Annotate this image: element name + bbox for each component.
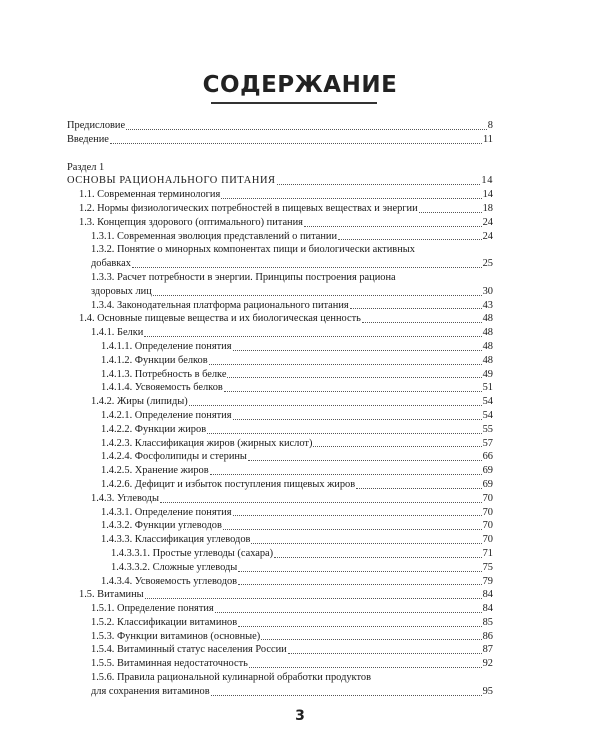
toc-leader-dots — [313, 446, 481, 447]
toc-entry-page: 70 — [482, 506, 493, 518]
toc-entry-label: 1.4.3.2. Функции углеводов — [101, 520, 222, 532]
toc-entry-label: 1.4.1.2. Функции белков — [101, 354, 208, 366]
toc-entries — [67, 188, 493, 698]
toc-leader-dots — [356, 488, 481, 489]
toc-leader-dots — [233, 515, 482, 516]
toc-entry[interactable] — [67, 354, 493, 368]
toc-entry[interactable] — [67, 423, 493, 437]
toc-entry-label: 1.4.1.1. Определение понятия — [101, 340, 232, 352]
toc-leader-dots — [251, 543, 481, 544]
toc-leader-dots — [210, 474, 482, 475]
toc-leader-dots — [288, 653, 482, 654]
toc-leader-dots — [419, 212, 482, 213]
toc-entry-label: 1.4.2.5. Хранение жиров — [101, 465, 209, 477]
toc-leader-dots — [110, 143, 482, 144]
toc-entry-label: для сохранения витаминов — [91, 685, 210, 697]
toc-entry-label: 1.4.2.6. Дефицит и избыток поступления пищевых жиров — [101, 478, 356, 490]
toc-entry[interactable] — [67, 202, 493, 216]
toc-entry-label: 1.5.1. Определение понятия — [91, 603, 214, 615]
toc-entry[interactable] — [67, 409, 493, 423]
toc-entry-label: 1.4.1.4. Усвояемость белков — [101, 382, 223, 394]
toc-entry-label: 1.4.2.2. Функции жиров — [101, 423, 207, 435]
toc-entry-label: 1.3. Концепция здорового (оптимального) питания — [79, 216, 303, 228]
toc-entry[interactable] — [67, 492, 493, 506]
toc-entry-page: 79 — [482, 575, 493, 587]
toc-entry-page: 18 — [482, 202, 493, 214]
toc-entry-page: 70 — [482, 492, 493, 504]
toc-leader-dots — [238, 626, 482, 627]
toc-section-title[interactable] — [67, 174, 493, 188]
toc-leader-dots — [248, 460, 482, 461]
toc-entry-page: 54 — [482, 409, 493, 421]
toc-entry[interactable] — [67, 657, 493, 671]
toc-entry-page: 69 — [482, 465, 493, 477]
toc-entry-page: 71 — [482, 547, 493, 559]
toc-entry-page: 48 — [482, 313, 493, 325]
toc-entry[interactable] — [67, 395, 493, 409]
toc-entry-page: 24 — [482, 230, 493, 242]
toc-entry-page: 66 — [482, 451, 493, 463]
toc-entry-page: 54 — [482, 396, 493, 408]
toc-entry-page: 48 — [482, 327, 493, 339]
toc-entry-label: 1.4.1. Белки — [91, 327, 144, 339]
toc-leader-dots — [221, 198, 481, 199]
toc-section-title-label: ОСНОВЫ РАЦИОНАЛЬНОГО ПИТАНИЯ — [67, 175, 276, 187]
toc-entry-page: 95 — [482, 685, 493, 697]
toc-entry[interactable] — [67, 243, 493, 271]
toc-entry-page: 75 — [482, 561, 493, 573]
toc-leader-dots — [277, 184, 481, 185]
toc-entry[interactable] — [67, 271, 493, 299]
toc-entry-page: 8 — [487, 120, 493, 131]
toc-entry-label: 1.5.3. Функции витаминов (основные) — [91, 630, 261, 642]
toc-leader-dots — [233, 350, 482, 351]
toc-entry-label: 1.1. Современная терминология — [79, 189, 221, 201]
toc-entry-page: 48 — [482, 354, 493, 366]
toc-leader-dots — [224, 391, 482, 392]
toc-entry-page: 70 — [482, 534, 493, 546]
toc-entry[interactable] — [67, 575, 493, 589]
toc-entry-page: 25 — [482, 258, 493, 270]
toc-entry-page: 30 — [482, 285, 493, 297]
toc-entry-label: 1.4.2. Жиры (липиды) — [91, 396, 188, 408]
toc-section-title-page: 14 — [481, 175, 493, 187]
toc-leader-dots — [274, 557, 481, 558]
toc-entry-label: 1.5.4. Витаминный статус населения России — [91, 644, 287, 656]
toc-entry[interactable] — [67, 588, 493, 602]
toc-entry-label: 1.4.2.4. Фосфолипиды и стерины — [101, 451, 247, 463]
toc-entry[interactable] — [67, 478, 493, 492]
toc-leader-dots — [338, 239, 482, 240]
toc-entry-page: 85 — [482, 616, 493, 628]
toc-leader-dots — [153, 295, 482, 296]
toc-entry-page: 14 — [482, 189, 493, 201]
toc-leader-dots — [238, 571, 481, 572]
toc-entry[interactable] — [67, 299, 493, 313]
title-underline — [211, 102, 377, 104]
toc-entry[interactable] — [67, 519, 493, 533]
toc-leader-dots — [223, 529, 482, 530]
toc-leader-dots — [227, 377, 481, 378]
toc-leader-dots — [261, 639, 481, 640]
toc-entry-label: 1.4.3.3.1. Простые углеводы (сахара) — [111, 547, 274, 559]
toc-entry[interactable] — [67, 630, 493, 644]
toc-entry-page: 57 — [482, 437, 493, 449]
toc-entry-page: 48 — [482, 340, 493, 352]
toc-entry[interactable] — [67, 533, 493, 547]
toc-entry[interactable] — [67, 671, 493, 699]
toc-leader-dots — [144, 336, 481, 337]
toc-entry-label: 1.5.2. Классификации витаминов — [91, 616, 238, 628]
toc-leader-dots — [211, 695, 482, 696]
toc-leader-dots — [233, 419, 482, 420]
toc-entry-page: 24 — [482, 216, 493, 228]
toc-entry[interactable] — [67, 230, 493, 244]
toc-entry-label: 1.4.2.1. Определение понятия — [101, 409, 232, 421]
toc-entry-label: 1.4.1.3. Потребность в белке — [101, 368, 227, 380]
toc-entry-page: 55 — [482, 423, 493, 435]
toc-entry[interactable] — [67, 216, 493, 230]
toc-entry-page: 43 — [482, 299, 493, 311]
page-title: СОДЕРЖАНИЕ — [202, 72, 398, 98]
toc-leader-dots — [215, 612, 482, 613]
toc-leader-dots — [209, 364, 482, 365]
toc-entry-page: 84 — [482, 589, 493, 601]
toc-entry-label: 1.3.1. Современная эволюция представлений о питании — [91, 230, 338, 242]
toc-entry[interactable] — [67, 368, 493, 382]
toc-entry-label: 1.4.3.4. Усвояемость углеводов — [101, 575, 238, 587]
toc-leader-dots — [304, 226, 482, 227]
toc-leader-dots — [160, 502, 482, 503]
toc-entry-page: 49 — [482, 368, 493, 380]
toc-entry[interactable] — [67, 437, 493, 451]
toc-leader-dots — [132, 267, 482, 268]
toc-entry[interactable] — [67, 616, 493, 630]
toc-leader-dots — [145, 598, 482, 599]
toc-entry[interactable] — [67, 506, 493, 520]
toc-entry-page: 69 — [482, 478, 493, 490]
toc-entry[interactable] — [67, 381, 493, 395]
toc-entry-label: добавках — [91, 258, 131, 270]
toc-leader-dots — [238, 584, 482, 585]
toc-entry[interactable] — [67, 450, 493, 464]
toc-entry-preface[interactable] — [67, 119, 493, 133]
toc-entry-label: 1.2. Нормы физиологических потребностей в пищевых веществах и энергии — [79, 202, 418, 214]
toc-entry-label: 1.3.4. Законодательная платформа рационального питания — [91, 299, 349, 311]
toc-entry[interactable] — [67, 340, 493, 354]
toc-entry-page: 87 — [482, 644, 493, 656]
toc-entry-label: 1.4.3.3.2. Сложные углеводы — [111, 561, 238, 573]
toc-entry-label: 1.3.3. Расчет потребности в энергии. Принципы построения рациона — [91, 271, 396, 283]
toc-entry[interactable] — [67, 464, 493, 478]
toc-entry[interactable] — [67, 188, 493, 202]
toc-entry-page: 86 — [482, 630, 493, 642]
toc-entry-label: Предисловие — [67, 120, 126, 131]
toc-entry[interactable] — [67, 602, 493, 616]
toc-entry[interactable] — [67, 561, 493, 575]
toc-entry[interactable] — [67, 643, 493, 657]
toc-entry-label: 1.4.3. Углеводы — [91, 492, 159, 504]
toc-section-label: Раздел 1 — [67, 161, 105, 173]
toc-entry-label: 1.5.5. Витаминная недостаточность — [91, 658, 248, 670]
page-number: 3 — [295, 708, 305, 724]
toc-entry-label: 1.3.2. Понятие о минорных компонентах пищи и биологически активных — [91, 244, 415, 256]
toc-leader-dots — [207, 433, 482, 434]
toc-entry-introduction[interactable] — [67, 133, 493, 147]
toc-entry-page: 70 — [482, 520, 493, 532]
toc-entry-page: 92 — [482, 658, 493, 670]
toc-entry-label: 1.4.2.3. Классификация жиров (жирных кислот) — [101, 437, 313, 449]
toc-entry-label: 1.5.6. Правила рациональной кулинарной обработки продуктов — [91, 672, 371, 684]
toc-entry-label: 1.4. Основные пищевые вещества и их биологическая ценность — [79, 313, 361, 325]
table-of-contents — [67, 119, 493, 699]
toc-entry-label: 1.4.3.3. Классификация углеводов — [101, 534, 251, 546]
toc-entry-label: 1.4.3.1. Определение понятия — [101, 506, 232, 518]
toc-entry-label: здоровых лиц — [91, 285, 152, 297]
toc-leader-dots — [362, 322, 482, 323]
toc-leader-dots — [350, 308, 482, 309]
toc-entry-page: 51 — [482, 382, 493, 394]
toc-leader-dots — [189, 405, 482, 406]
toc-spacer — [67, 147, 493, 161]
toc-entry-page: 11 — [482, 133, 493, 145]
toc-entry-page: 84 — [482, 603, 493, 615]
toc-entry[interactable] — [67, 326, 493, 340]
toc-entry-label: Введение — [67, 133, 109, 145]
toc-entry[interactable] — [67, 547, 493, 561]
toc-entry[interactable] — [67, 312, 493, 326]
toc-leader-dots — [126, 129, 487, 130]
toc-leader-dots — [249, 667, 482, 668]
toc-entry-label: 1.5. Витамины — [79, 589, 144, 601]
